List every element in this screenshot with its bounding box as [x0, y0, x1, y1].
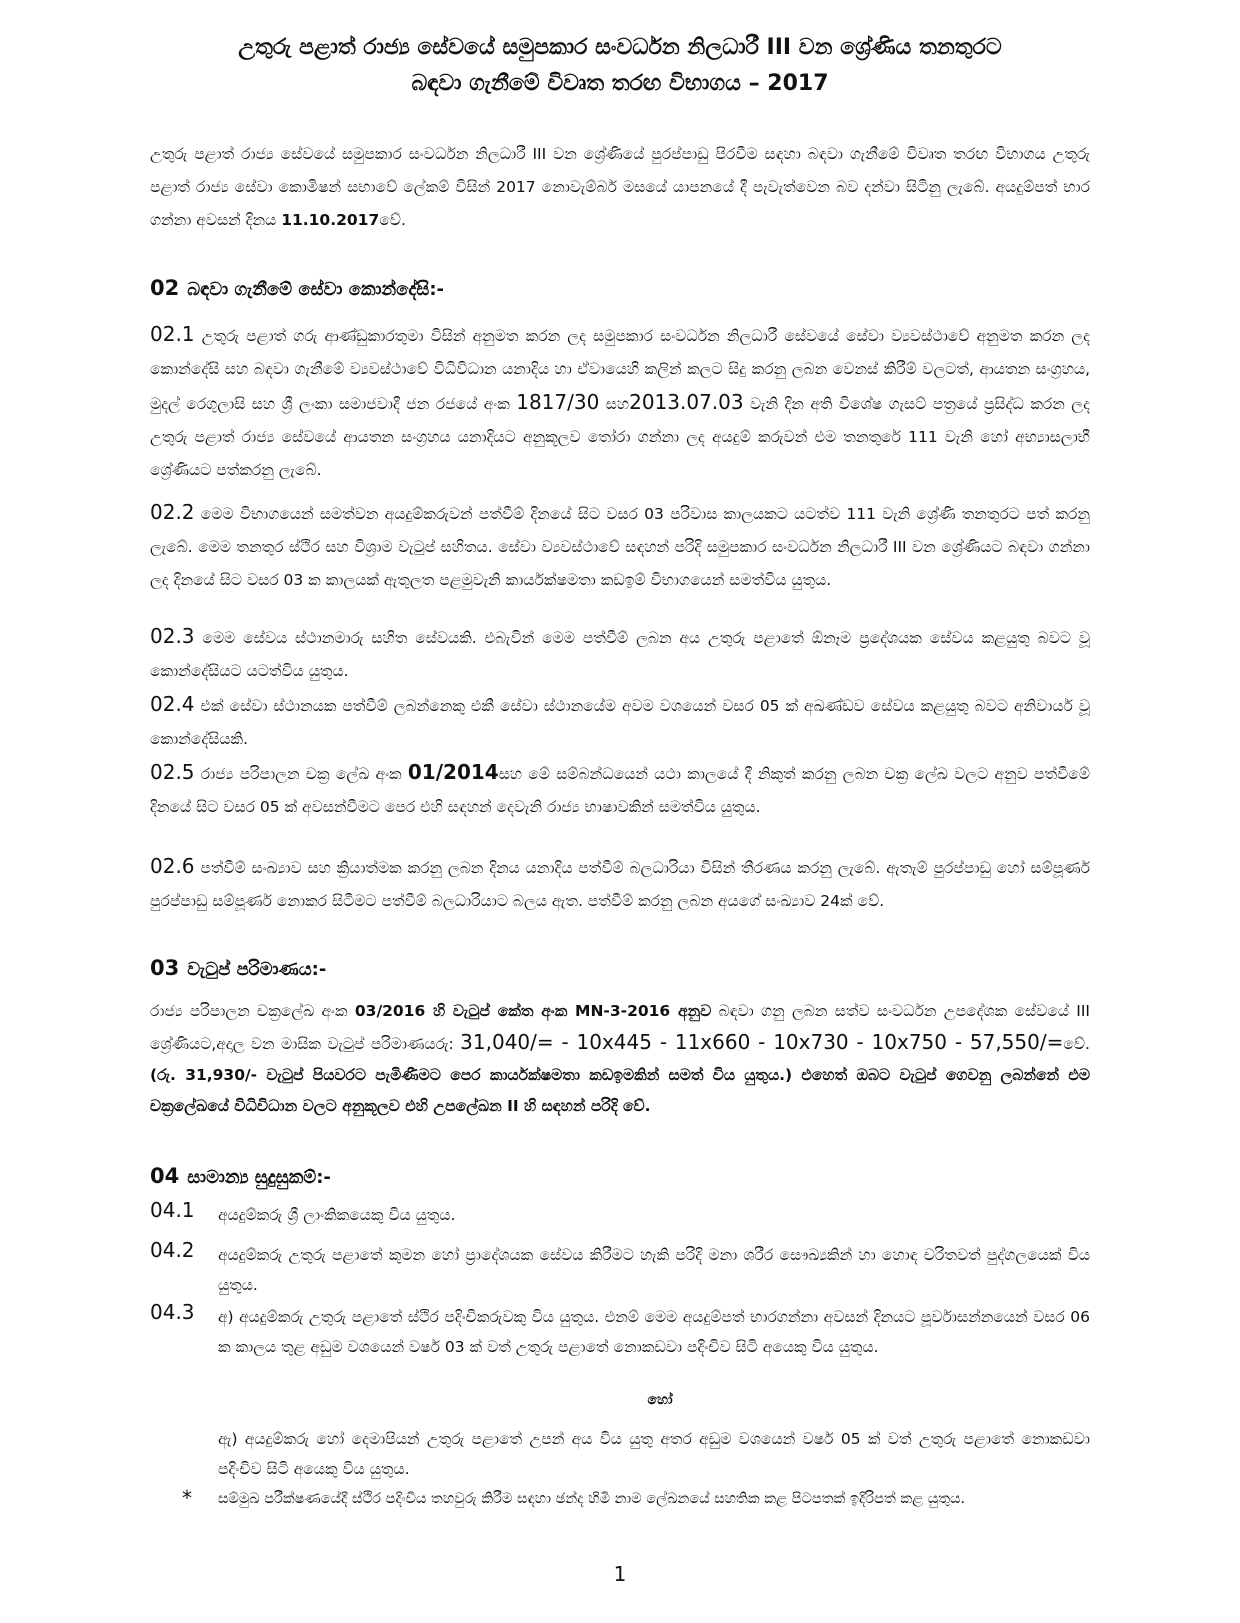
note-text: සම්මුඛ පරීක්ෂණයේදී ස්ථිර පදිංචිය තහවුරු කිරීම සඳහා ඡන්ද හිමි නාම ලේඛනයේ සහතික කළ පිටපතක් ඉදිරිපත් කළ යුතුය.: [218, 1491, 966, 1507]
page-number: 1: [613, 1562, 627, 1586]
item-04-3-text: අ) අයදුම්කරු උතුරු පළාතේ ස්ථිර පදිංචිකරුවකු විය යුතුය. එනම් මෙම අයදුම්පත් භාරගන්නා අවසන් දිනයට පූර්වාසන්නයෙන් වසර 06 ක කාලය තුළ අඩුම වශයෙන් වර්ෂ 03 ක් වත් උතුරු පළාතේ නොකඩවා පදිංචිව සිටි අයෙකු විය යුතුය.: [218, 1308, 1090, 1356]
item-04-1-text: අයදුම්කරු ශ්‍රී ලාංකිකයෙකු විය යුතුය.: [218, 1206, 456, 1224]
item-02-1: 02.1 උතුරු පළාත් ගරු ආණ්ඩුකාරතුමා විසින් අනුමත කරන ලද සමුපකාර සංවර්ධන නිලධාරී සේවයේ සේවා ව්‍යවස්ථාවේ අනුමත කරන ලද කොන්දේසි සහ බඳවා ගැනීමේ ව්‍යවස්ථාවේ විධිවිධාන යනාදිය හා ඒවායෙහි කලින් කලට සිදු කරනු ලබන වෙනස් කිරීම් වලටත්, ආයතන සංග්‍රහය, මුදල් රෙගුලාසි සහ ශ්‍රී ලංකා සමාජවාදී ජන රජයේ අංක 1817/30 සහ2013.07.03 වැනි දින අති විශේෂ ගැසට් පත්‍රයේ ප්‍රසිද්ධ කරන ලද උතුරු පළාත් රාජ්‍ය සේවයේ ආයතන සංග්‍රහය යනාදියට අනුකූලව තෝරා ගන්නා ලද අයදුම් කරුවන් එම තනතුරේ 111 වැනි හෝ අභ්‍යාසලාභී ශ්‍රේණියට පත්කරනු ලැබේ.: [150, 322, 1090, 479]
intro-text: උතුරු පළාත් රාජ්‍ය සේවයේ සමුපකාර සංවර්ධන නිලධාරී III වන ශ්‍රේණියේ පුරප්පාඩු පිරවීම සඳහා බඳවා ගැනීමේ විවෘත තරඟ විභාගය උතුරු පළාත් රාජ්‍ය සේවා කොමිෂන් සභාවේ ලේකම් විසින් 2017 නොවැම්බර් මසයේ යාපනයේ දී පැවැත්වෙන බව දන්වා සිටිනු ලැබේ. අයදුම්පත් භාර ගන්නා අවසන් දිනය: [150, 145, 1090, 229]
item-04-3-b-text: ඇ) අයදුම්කරු හෝ දෙමාපියන් උතුරු පළාතේ උපන් අය විය යුතු අතර අඩුම වශයෙන් වර්ෂ 05 ක් වත් උතුරු පළාතේ නොකඩවා පදිංචිව සිටි අයෙකු විය යුතුය.: [218, 1430, 1090, 1478]
item-04-1-number: 04.1: [150, 1198, 195, 1222]
note-asterisk: *: [182, 1486, 192, 1510]
item-02-4: 02.4 එක් සේවා ස්ථානයක පත්වීම් ලබන්නෙකු එකී සේවා ස්ථානයේම අවම වශයෙන් වසර 05 ක් අඛණ්ඩව සේවය කළයුතු බවට අනිවාර්ය වූ කොන්දේසියකි.: [150, 692, 1090, 748]
section-02-heading: 02 බඳවා ගැනීමේ සේවා කොන්දේසි:-: [150, 276, 444, 300]
or-word: හෝ: [647, 1392, 673, 1408]
item-02-3: 02.3 මෙම සේවය ස්ථානමාරු සහිත සේවයකි. එබැවින් මෙම පත්වීම් ලබන අය උතුරු පළාතේ ඕනෑම ප්‍රදේශයක සේවය කළයුතු බවට වූ කොන්දේසියට යටත්විය යුතුය.: [150, 624, 1090, 680]
title-line-2: බඳවා ගැනීමේ විවෘත තරඟ විභාගය – 2017: [411, 71, 829, 96]
section-04-heading: 04 සාමාන්‍ය සුදුසුකම්:-: [150, 1164, 331, 1188]
item-02-5: 02.5 රාජ්‍ය පරිපාලන චක්‍ර ලේඛ අංක 01/2014සහ මේ සම්බන්ධයෙන් යථා කාලයේ දී නිකුත් කරනු ලබන චක්‍ර ලේඛ වලට අනුව පත්වීමේ දිනයේ සිට වසර 05 ක් අවසන්වීමට පෙර එහි සඳහන් දෙවැනි රාජ්‍ය භාෂාවකින් සමත්විය යුතුය.: [150, 760, 1090, 816]
intro-paragraph: [150, 138, 1090, 278]
salary-paragraph: රාජ්‍ය පරිපාලන චක්‍රලේඛ අංක 03/2016 හි වැටුප් කේත අංක MN-3-2016 අනුව බඳවා ගනු ලබන සත්ව සංවර්ධන උපදේශක සේවයේ III ශ්‍රේණියට,අදාල වන මාසික වැටුප් පරිමාණයරු: 31,040/= - 10x445 - 11x660 - 10x730 - 10x750 - 57,550/=වේ. (රු. 31,930/- වැටුප් පියවරට පැමිණීමට පෙර කාර්යක්ෂමතා කඩඉමකින් සමත් විය යුතුය.) එහෙත් ඔබට වැටුප් ගෙවනු ලබන්නේ එම චක්‍රලේඛයේ විධිවිධාන වලට අනුකූලව එහි උපලේඛන II හි සඳහන් පරිදි වේ.: [150, 1002, 1090, 1115]
item-04-2-text: අයදුම්කරු උතුරු පළාතේ කුමන හෝ ප්‍රාදේශයක සේවය කිරීමට හැකි පරිදි මනා ශරීර සෞඛ්‍යකින් හා හොඳ චරිතවත් පුද්ගලයෙක් විය යුතුය.: [218, 1246, 1090, 1294]
intro-suffix: වේ.: [379, 211, 406, 229]
item-02-6: 02.6 පත්වීම් සංඛ්‍යාව සහ ක්‍රියාත්මක කරනු ලබන දිනය යනාදිය පත්වීම් බලධාරියා විසින් තීරණය කරනු ලැබේ. ඇතැම් පුරප්පාඩු හෝ සම්පූර්ණ පුරප්පාඩු සම්පූර්ණ නොකර සිටීමට පත්වීම් බලධාරියාට බලය ඇත. පත්වීම් කරනු ලබන අයගේ සංඛ්‍යාව 24ක් වේ.: [150, 854, 1090, 910]
salary-scale: 31,040/= - 10x445 - 11x660 - 10x730 - 10x750 - 57,550/=: [460, 1030, 1064, 1054]
item-02-2: 02.2 මෙම විභාගයෙන් සමත්වන අයදුම්කරුවන් පත්වීම් දිනයේ සිට වසර 03 පරිවාස කාලයකට යටත්ව 111 වැනි ශ්‍රේණි තනතුරට පත් කරනු ලැබේ. මෙම තනතුර ස්ථිර සහ විශ්‍රාම වැටුප් සහිතය. සේවා ව්‍යවස්ථාවේ සඳහන් පරිදි සමුපකාර සංවර්ධන නිලධාරී III වන ශ්‍රේණියට බඳවා ගන්නා ලද දිනයේ සිට වසර 03 ක කාලයක් ඇතුලත පළමුවැනි කාර්යක්ෂමතා කඩඉම් විභාගයෙන් සමත්විය යුතුය.: [150, 500, 1090, 589]
item-04-2-number: 04.2: [150, 1238, 195, 1262]
closing-date: 11.10.2017: [281, 211, 380, 229]
item-04-3-number: 04.3: [150, 1300, 195, 1324]
title-line-1: උතුරු පළාත් රාජ්‍ය සේවයේ සමුපකාර සංවර්ධන නිලධාරී III වන ශ්‍රේණිය තනතුරට: [238, 35, 1002, 60]
section-03-heading: 03 වැටුප් පරිමාණය:-: [150, 956, 327, 980]
